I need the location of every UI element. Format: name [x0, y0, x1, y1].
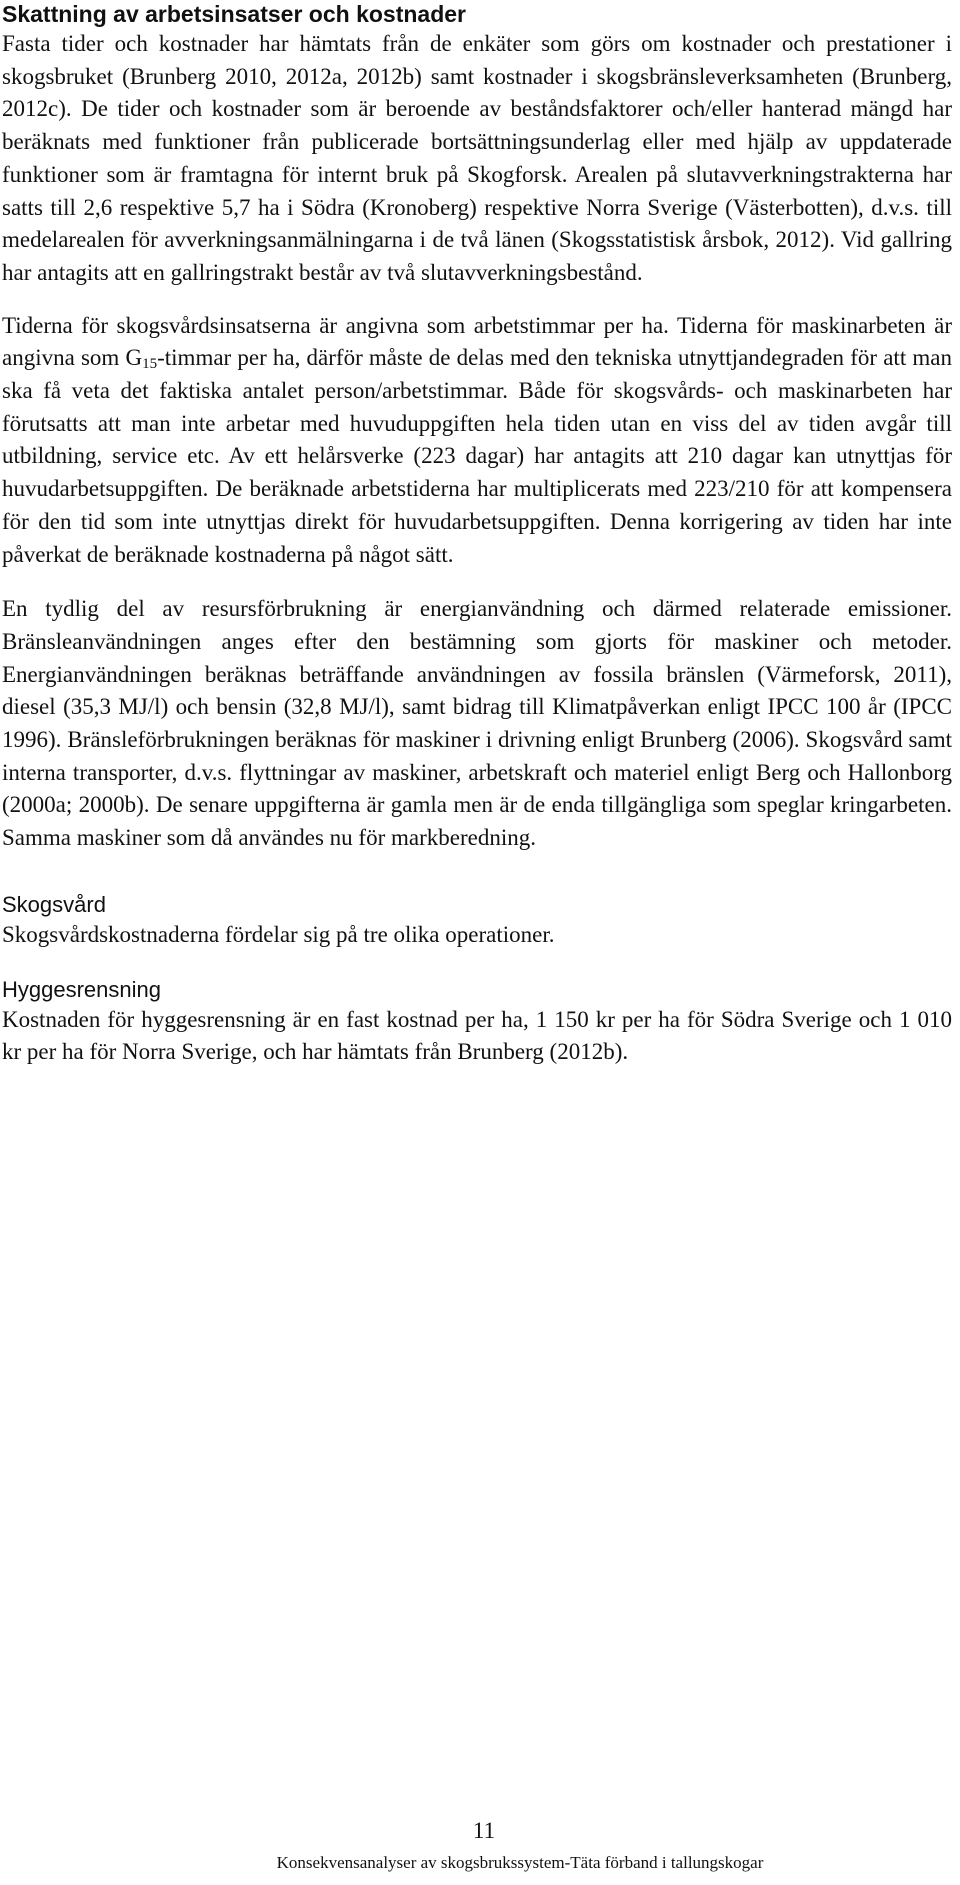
section-spacer [2, 952, 952, 976]
paragraph-spacer [2, 571, 952, 593]
paragraph-work-hours [2, 310, 952, 572]
running-footer-text: Konsekvensanalyser av skogsbrukssystem-Täta förband i tallungskogar [276, 1853, 764, 1872]
page-number-text: 11 [472, 1818, 496, 1843]
g15-subscript: 15 [142, 356, 158, 373]
paragraph-spacer [2, 290, 952, 310]
running-footer [0, 1852, 960, 1874]
paragraph-data-sources: Fasta tider och kostnader har hämtats från de enkäter som görs om kostnader och prestationer i skogsbruket (Brunberg 2010, 2012a, 2012b) samt kostnader i skogsbränsleverksamheten (Brunberg, 2012c). De tider och kostnader som är beroende av beståndsfaktorer och/eller hanterad mängd har beräknats med funktioner från publicerade bortsättningsunderlag eller med hjälp av uppdaterade funktioner som är framtagna för internt bruk på Skogforsk. Arealen på slutavverkningstrakterna har satts till 2,6 respektive 5,7 ha i Södra (Kronoberg) respektive Norra Sverige (Västerbotten), d.v.s. till medelarealen för avverkningsanmälningarna i de två länen (Skogsstatistisk årsbok, 2012). Vid gallring har antagits att en gallringstrakt består av två slutavverkningsbestånd. [2, 31, 952, 285]
paragraph-work-hours-part-1: Tiderna för skogsvårdsinsatserna är angivna som arbetstimmar per ha. Tiderna för maskinarbeten är angivna som G [2, 312, 952, 371]
paragraph-energy-use: En tydlig del av resursförbrukning är energianvändning och därmed relaterade emissioner. Bränsleanvändningen anges efter den bestämning som gjorts för maskiner och metoder. Energianvändningen beräknas beträffande användningen av fossila bränslen (Värmeforsk, 2011), diesel (35,3 MJ/l) och bensin (32,8 MJ/l), samt bidrag till Klimatpåverkan enligt IPCC 100 år (IPCC 1996). Bränsleförbrukningen beräknas för maskiner i drivning enligt Brunberg (2006). Skogsvård samt interna transporter, d.v.s. flyttningar av maskiner, arbetskraft och materiel enligt Berg och Hallonborg (2000a; 2000b). De senare uppgifterna är gamla men är de enda tillgängliga som speglar kringarbeten. Samma maskiner som då användes nu för markberedning. [2, 596, 952, 851]
paragraph-skogsvard: Skogsvårdskostnaderna fördelar sig på tre olika operationer. [2, 921, 555, 947]
page-number [0, 1818, 960, 1844]
paragraph-hyggesrensning: Kostnaden för hyggesrensning är en fast kostnad per ha, 1 150 kr per ha för Södra Sverige och 1 010 kr per ha för Norra Sverige, och har hämtats från Brunberg (2012b). [2, 1006, 952, 1065]
subsection-title-skogsvard: Skogsvård [2, 891, 106, 917]
section-spacer [2, 855, 952, 891]
section-title: Skattning av arbetsinsatser och kostnader [2, 1, 466, 27]
subsection-title-hyggesrensning: Hyggesrensning [2, 976, 161, 1002]
paragraph-work-hours-part-2: -timmar per ha, därför måste de delas med den tekniska utnyttjandegraden för att man ska få veta det faktiska antalet person/arbetstimmar. Både för skogsvårds- och maskinarbeten har förutsatts att man inte arbetar med huvuduppgiften hela tiden utan en viss del av tiden avgår till utbildning, service etc. Av ett helårsverke (223 dagar) har antagits att 210 dagar kan utnyttjas för huvudarbetsuppgiften. De beräknade arbetstiderna har multiplicerats med 223/210 för att kompensera för den tid som inte utnyttjas direkt för huvudarbetsuppgiften. Denna korrigering av tiden har inte påverkat de beräknade kostnaderna på något sätt. [2, 345, 952, 567]
